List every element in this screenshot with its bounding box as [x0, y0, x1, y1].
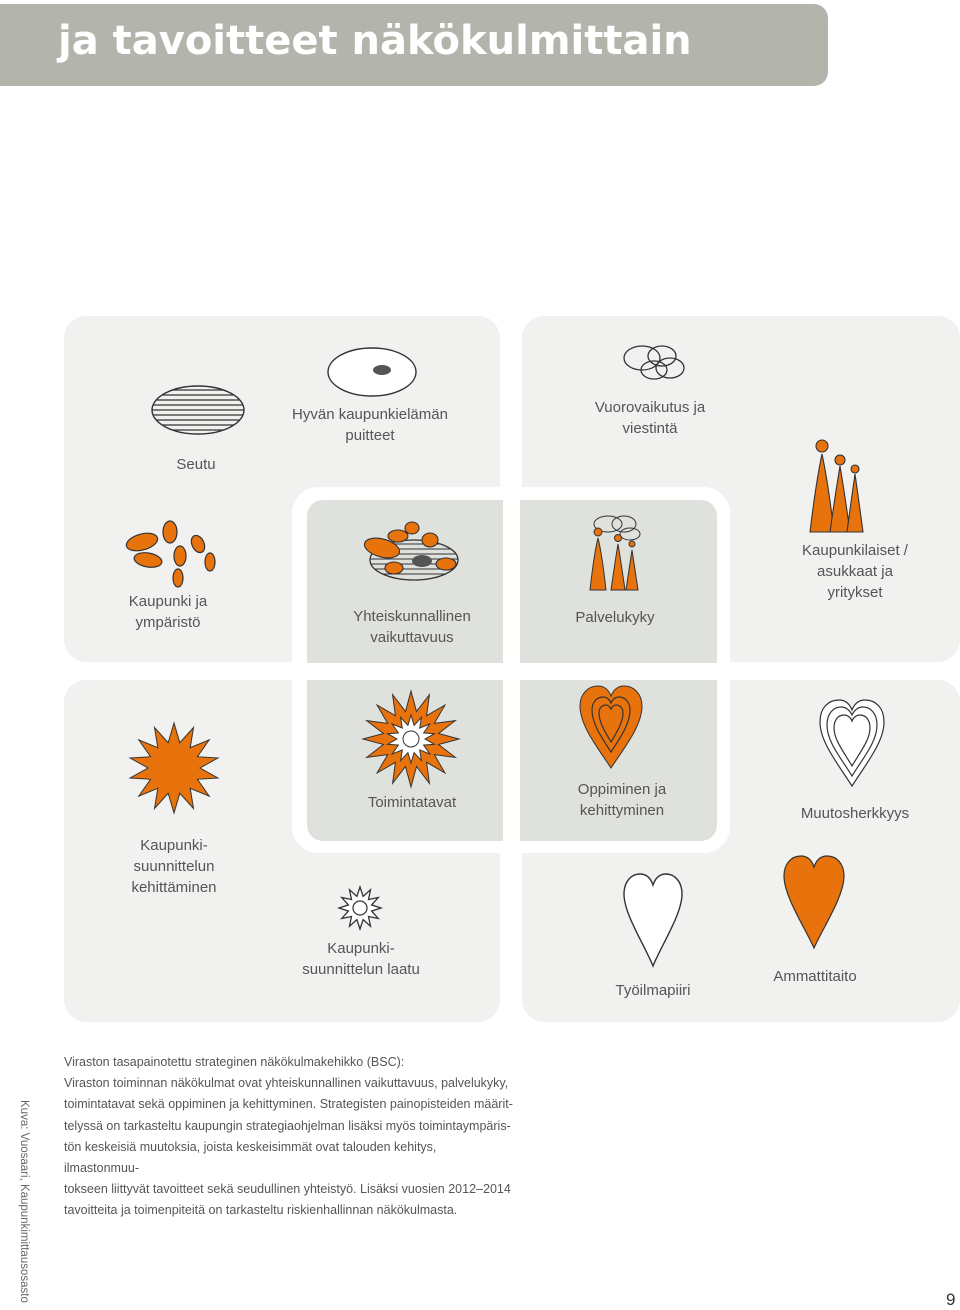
combined-vaikuttavuus-icon	[360, 520, 464, 582]
figure-caption	[64, 1052, 514, 1222]
nested-orange-heart-icon	[578, 686, 644, 768]
figures-circles-icon	[580, 514, 644, 590]
label-ammattitaito: Ammattitaito	[773, 968, 857, 985]
caption-line: tön keskeisiä muutoksia, joista keskeisimmät ovat talouden kehitys, ilmastonmuu-	[64, 1139, 437, 1176]
label-kaup-laatu: Kaupunki- suunnittelun laatu	[302, 940, 420, 978]
ellipse-dot-icon	[326, 346, 418, 398]
caption-line: tavoitteita ja toimenpiteitä on tarkasteltu riskienhallinnan näkökulmasta.	[64, 1203, 458, 1218]
orange-figures-icon	[806, 436, 864, 532]
caption-line: Viraston tasapainotettu strateginen näkökulmakehikko (BSC):	[64, 1055, 405, 1069]
orange-sun-ring-icon	[362, 690, 460, 788]
label-tyoilmapiiri: Työilmapiiri	[615, 982, 691, 999]
nested-outline-heart-icon	[818, 700, 886, 786]
label-yhteiskunnallinen: Yhteiskunnallinen vaikuttavuus	[353, 608, 471, 646]
label-palvelukyky: Palvelukyky	[575, 609, 655, 626]
label-kaupunki-ymparisto: Kaupunki ja ympäristö	[128, 593, 208, 631]
label-muutosherkkyys: Muutosherkkyys	[800, 805, 910, 822]
striped-ellipse-icon	[150, 384, 246, 436]
label-kaupunkilaiset: Kaupunkilaiset / asukkaat ja yritykset	[802, 542, 908, 601]
label-oppiminen: Oppiminen ja kehittyminen	[577, 781, 667, 819]
label-toimintatavat: Toimintatavat	[367, 794, 457, 811]
title-banner	[0, 4, 828, 86]
photo-credit: Kuva: Vuosaari, Kaupunkimittausosasto	[18, 1100, 30, 1303]
caption-line: tokseen liittyvät tavoitteet sekä seudullinen yhteistyö. Lisäksi vuosien 2012–2014	[64, 1182, 511, 1197]
page-number: 9	[946, 1290, 956, 1309]
label-seutu: Seutu	[176, 456, 216, 473]
outline-sun-icon	[338, 886, 382, 930]
page-title: ja tavoitteet näkökulmittain	[58, 18, 692, 64]
label-vuorovaikutus: Vuorovaikutus ja viestintä	[594, 399, 706, 437]
outline-heart-icon	[622, 874, 684, 966]
caption-line: toimintatavat sekä oppiminen ja kehittyminen. Strategisten painopisteiden määrit-	[64, 1097, 513, 1112]
overlapping-circles-icon	[620, 342, 690, 386]
label-kaup-kehittaminen: Kaupunki- suunnittelun kehittäminen	[131, 837, 217, 896]
label-puitteet: Hyvän kaupunkielämän puitteet	[292, 406, 448, 444]
caption-line: Viraston toiminnan näkökulmat ovat yhteiskunnallinen vaikuttavuus, palvelukyky,	[64, 1076, 509, 1091]
caption-line: telyssä on tarkasteltu kaupungin strategiaohjelman lisäksi myös toimintaympäris-	[64, 1118, 511, 1133]
orange-petals-icon	[118, 518, 222, 588]
orange-sun-icon	[128, 722, 220, 814]
orange-heart-icon	[782, 856, 846, 948]
